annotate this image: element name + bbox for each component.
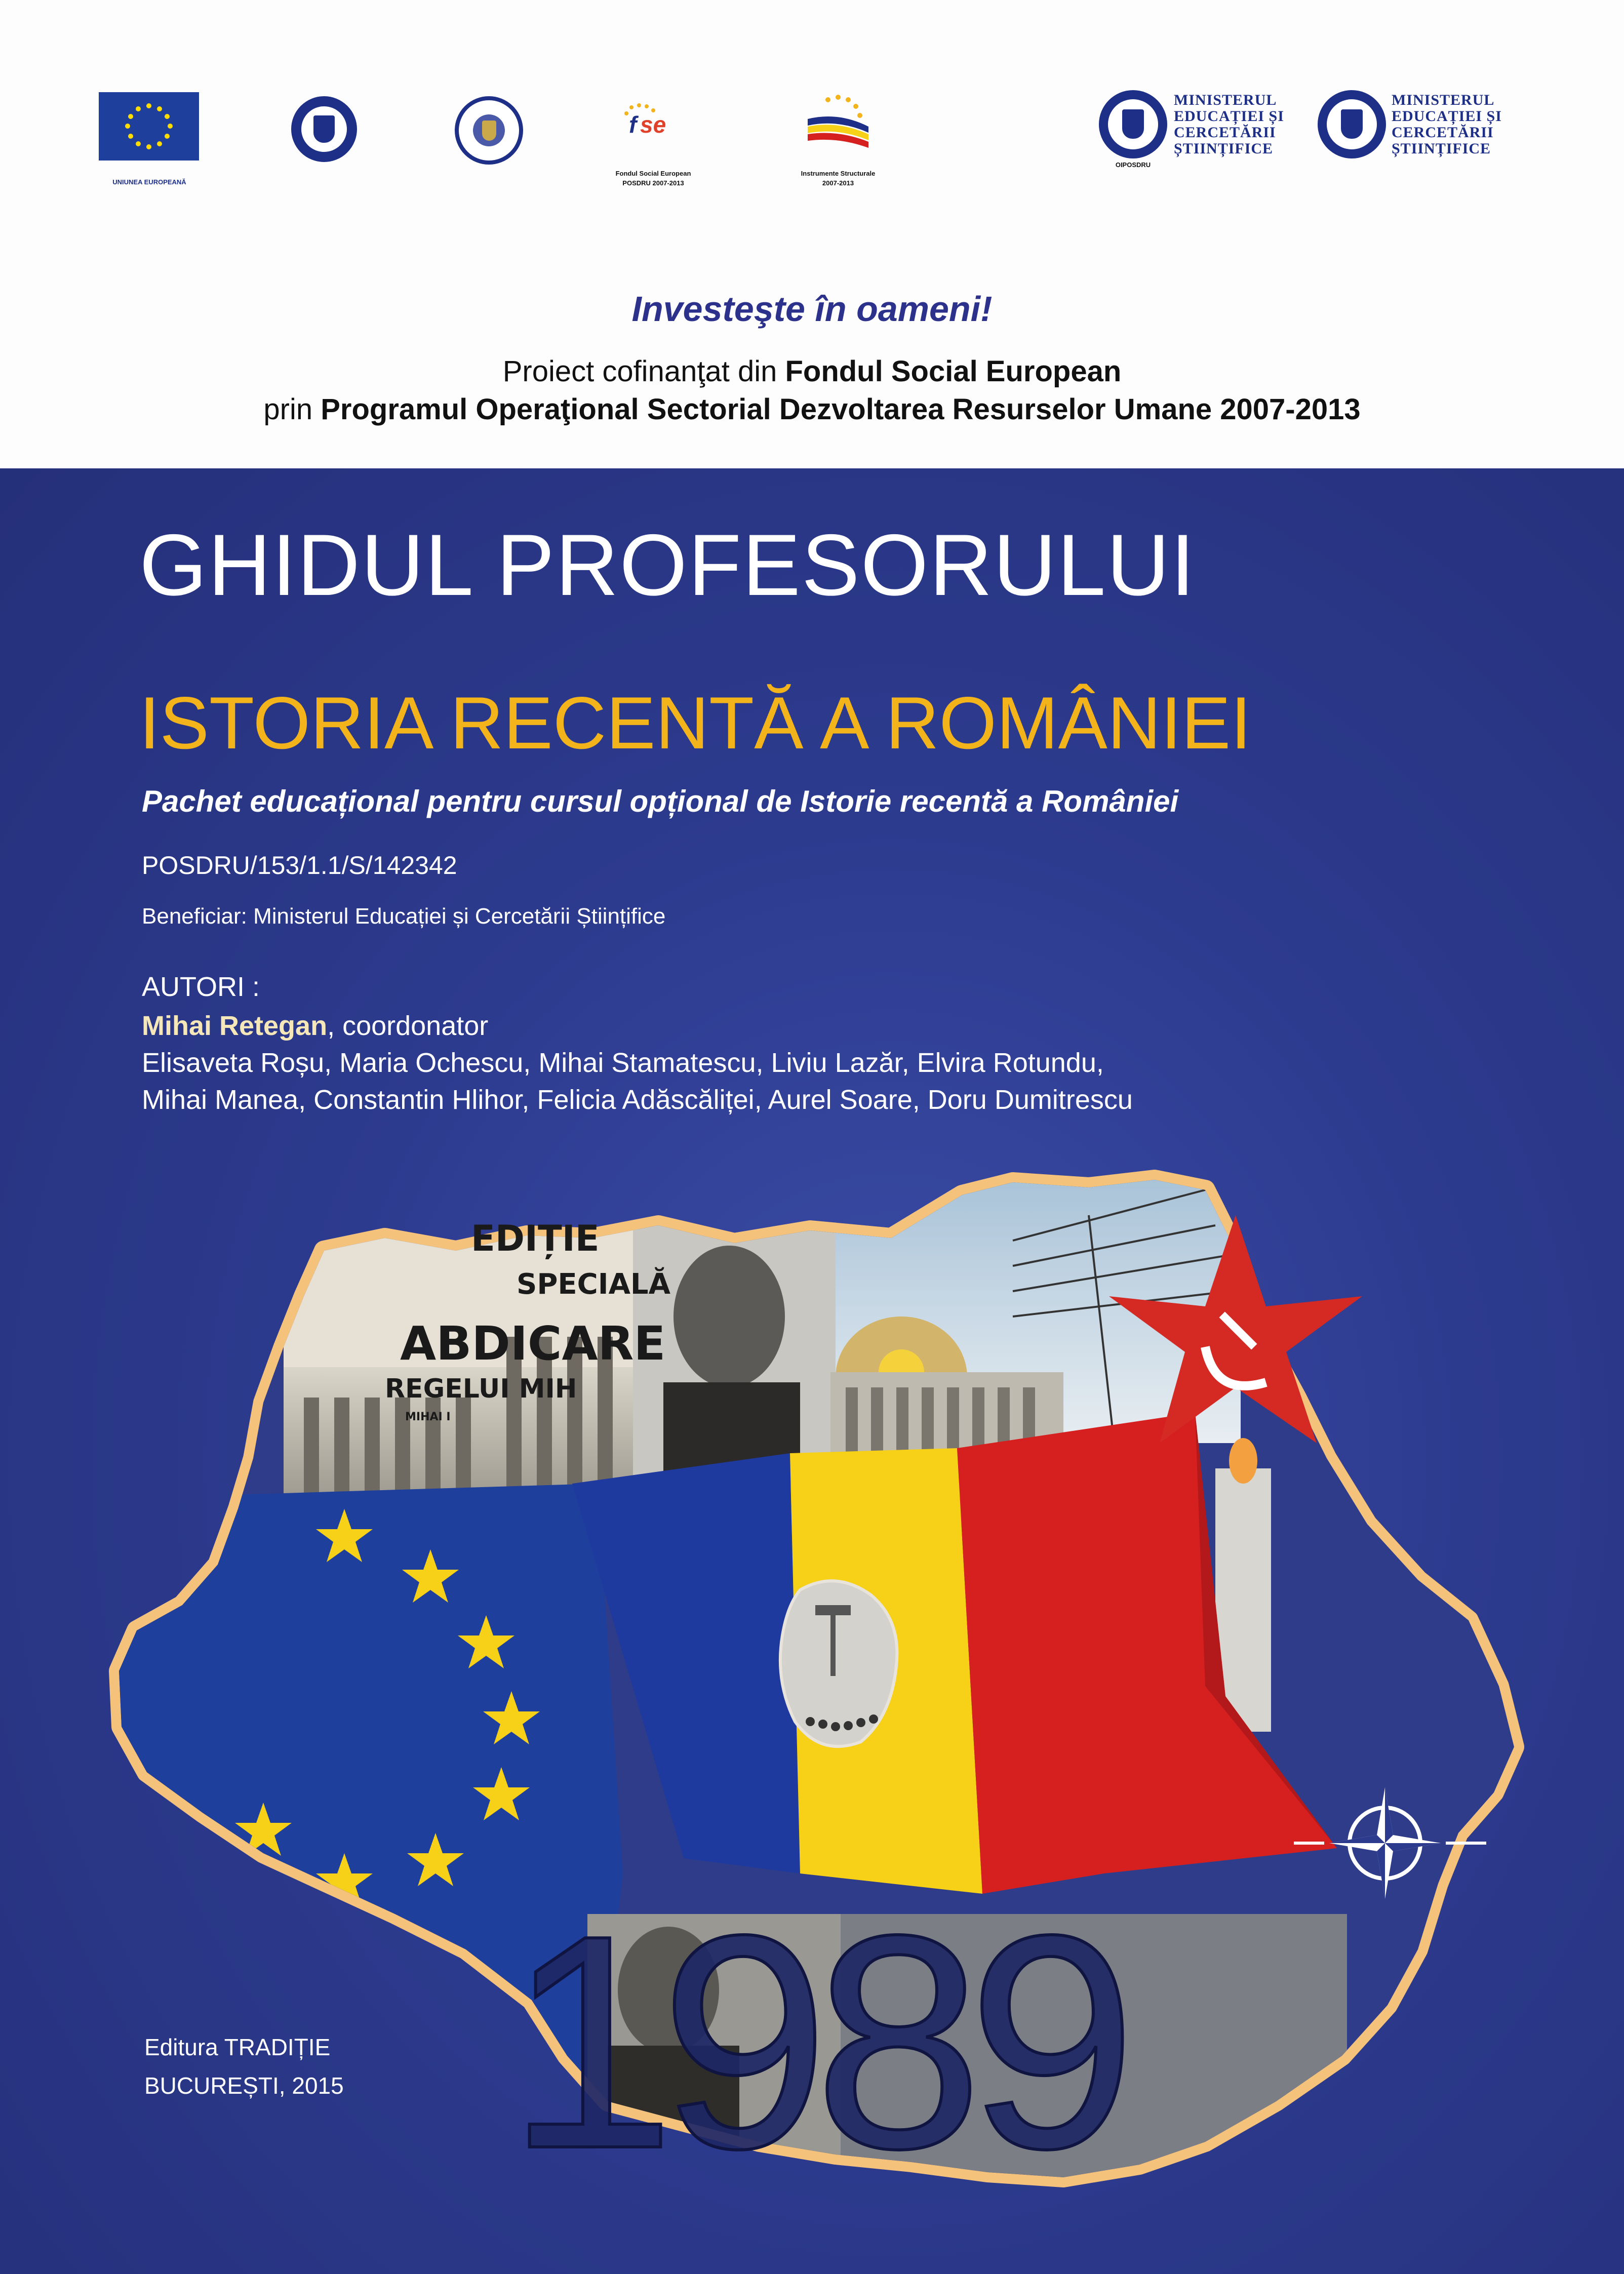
ministry-line: EDUCAȚIEI ȘI (1174, 108, 1284, 125)
eu-logo-caption: UNIUNEA EUROPEANĂ (112, 178, 186, 186)
fse-caption-1: Fondul Social European (615, 170, 691, 177)
newspaper-word: MIHAI I (405, 1411, 451, 1423)
svg-text:se: se (640, 111, 666, 138)
coordinator-name: Mihai Retegan (142, 1011, 328, 1041)
svg-text:f: f (629, 111, 637, 138)
ministry-line: ȘTIINȚIFICE (1174, 140, 1274, 157)
authors-heading: AUTORI : (142, 972, 260, 1002)
slogan: Investeşte în oameni! (631, 289, 993, 329)
cover-subtitle: ISTORIA RECENTĂ A ROMÂNIEI (139, 682, 1251, 764)
authors-coordinator (142, 1010, 488, 1042)
beneficiary: Beneficiar: Ministerul Educației și Cercetării Științifice (142, 904, 666, 929)
structural-instruments-caption-1: Instrumente Structurale (801, 170, 876, 177)
year-1989: 1989 (506, 1872, 1122, 2212)
publisher-name: Editura TRADIȚIE (144, 2034, 331, 2060)
ministry-line: MINISTERUL (1392, 92, 1495, 108)
coordinator-role: , coordonator (327, 1011, 489, 1041)
cover-title: GHIDUL PROFESORULUI (139, 516, 1196, 614)
ministry-line: EDUCAȚIEI ȘI (1392, 108, 1502, 125)
ministry-line: MINISTERUL (1174, 92, 1277, 108)
newspaper-word: SPECIALĂ (517, 1268, 670, 1301)
publisher-block (144, 2028, 344, 2105)
ministry-line: CERCETĂRII (1174, 124, 1276, 141)
structural-instruments-caption-2: 2007-2013 (822, 179, 854, 187)
project-line-2-plain: prin (263, 393, 321, 426)
project-line-1-bold: Fondul Social European (785, 355, 1122, 388)
project-line-2-bold: Programul Operaţional Sectorial Dezvoltarea Resurselor Umane 2007-2013 (321, 393, 1361, 426)
ministry-line: ȘTIINȚIFICE (1392, 140, 1491, 157)
cover-description: Pachet educațional pentru cursul opțional de Istorie recentă a României (142, 784, 1179, 818)
newspaper-word: REGELUI MIH (385, 1374, 577, 1404)
publisher-city-year: BUCUREȘTI, 2015 (144, 2072, 344, 2099)
authors-line-1: Elisaveta Roșu, Maria Ochescu, Mihai Stamatescu, Liviu Lazăr, Elvira Rotundu, (142, 1048, 1104, 1078)
project-code: POSDRU/153/1.1/S/142342 (142, 851, 457, 880)
project-line-1-plain: Proiect cofinanţat din (502, 355, 785, 388)
authors-line-2: Mihai Manea, Constantin Hlihor, Felicia Adăscăliței, Aurel Soare, Doru Dumitrescu (142, 1085, 1133, 1115)
ministry-line: CERCETĂRII (1392, 124, 1494, 141)
fse-caption-2: POSDRU 2007-2013 (622, 179, 684, 187)
oiposdru-caption: OIPOSDRU (1115, 161, 1151, 169)
newspaper-word: EDIȚIE (471, 1218, 600, 1259)
newspaper-word: ABDICARE (400, 1316, 666, 1371)
